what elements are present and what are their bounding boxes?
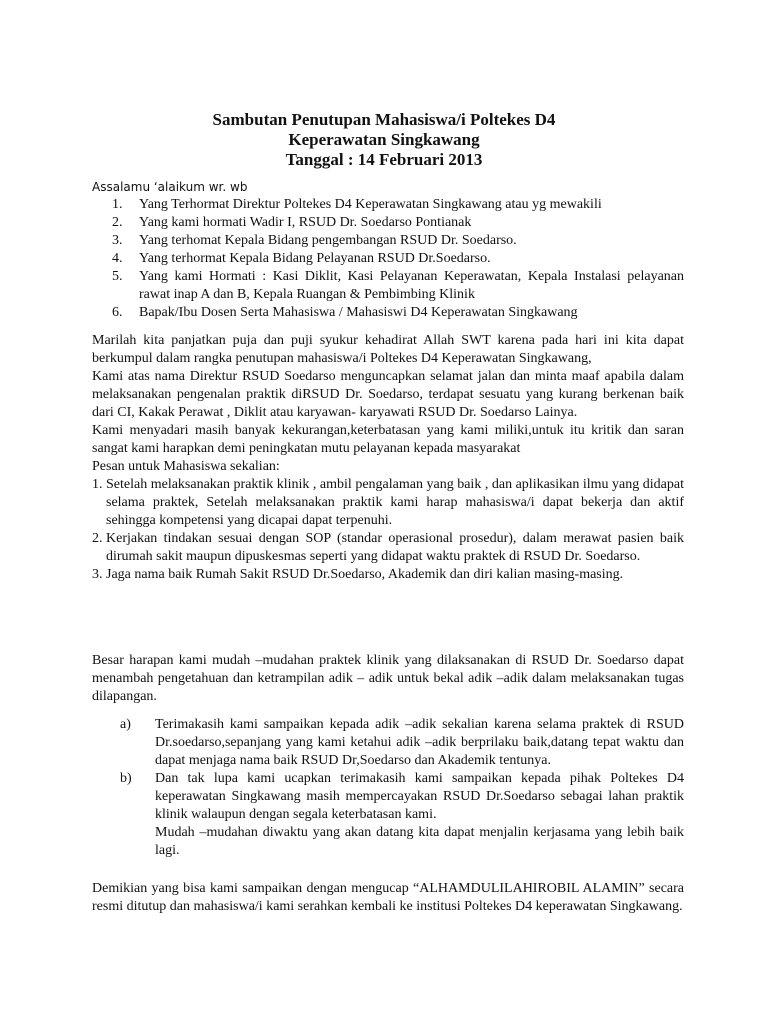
message-number: 1. — [92, 477, 103, 492]
message-number: 2. — [92, 531, 103, 546]
closing-paragraph: Demikian yang bisa kami sampaikan dengan mengucap “ALHAMDULILAHIROBIL ALAMIN” secara resmi ditutup dan mahasiswa/i kami serahkan kembali ke institusi Poltekes D4 keperawatan Singkawang. — [92, 881, 684, 914]
thanks-item — [120, 770, 684, 860]
document-title — [0, 110, 768, 170]
hope-paragraph: Besar harapan kami mudah –mudahan praktek klinik yang dilaksanakan di RSUD Dr. Soedarso dapat menambah pengetahuan dan ketrampilan adik – adik untuk bekal adik –adik dalam melaksanakan tugas dilapangan. — [92, 653, 684, 704]
thanks-extra-text: Mudah –mudahan diwaktu yang akan datang kita dapat menjalin kerjasama yang lebih baik lagi. — [155, 825, 684, 858]
message-item — [92, 566, 684, 584]
recipient-number: 2. — [112, 215, 123, 230]
recipient-number: 1. — [112, 197, 123, 212]
recipient-text: Bapak/Ibu Dosen Serta Mahasiswa / Mahasiswi D4 Keperawatan Singkawang — [139, 305, 578, 320]
message-heading: Pesan untuk Mahasiswa sekalian: — [92, 459, 280, 474]
recipient-number: 3. — [112, 233, 123, 248]
intro-paragraph-3: Kami menyadari masih banyak kekurangan,keterbatasan yang kami miliki,untuk itu kritik dan saran sangat kami harapkan demi peningkatan mutu pelayanan kepada masyarakat — [92, 423, 684, 456]
message-item — [92, 476, 684, 530]
recipient-item — [92, 304, 684, 322]
recipient-item — [92, 232, 684, 250]
message-text: Setelah melaksanakan praktik klinik , ambil pengalaman yang baik , dan aplikasikan ilmu yang didapat selama praktek, Setelah melaksanakan praktik kami harap mahasiswa/i dapat bekerja dan aktif sehingga kompetensi yang dicapai dapat terpenuhi. — [106, 477, 684, 528]
message-number: 3. — [92, 567, 103, 582]
recipient-text: Yang terhomat Kepala Bidang pengembangan RSUD Dr. Soedarso. — [139, 233, 517, 248]
thanks-label: b) — [120, 771, 132, 786]
recipient-item — [92, 250, 684, 268]
title-line-2: Keperawatan Singkawang — [288, 130, 480, 149]
recipient-item — [92, 214, 684, 232]
intro-paragraph-1: Marilah kita panjatkan puja dan puji syukur kehadirat Allah SWT karena pada hari ini kita dapat berkumpul dalam rangka penutupan mahasiswa/i Poltekes D4 Keperawatan Singkawang, — [92, 333, 684, 366]
thanks-text: Dan tak lupa kami ucapkan terimakasih kami sampaikan kepada pihak Poltekes D4 keperawatan Singkawang masih mempercayakan RSUD Dr.Soedarso sebagai lahan praktik klinik walaupun dengan segala keterbatasan kami. — [155, 771, 684, 822]
recipient-list — [92, 196, 684, 322]
title-line-3: Tanggal : 14 Februari 2013 — [285, 150, 483, 169]
intro-section — [92, 332, 684, 584]
message-list — [92, 476, 684, 584]
thanks-list — [120, 716, 684, 860]
recipient-text: Yang terhormat Kepala Bidang Pelayanan RSUD Dr.Soedarso. — [139, 251, 491, 266]
message-text: Kerjakan tindakan sesuai dengan SOP (standar operasional prosedur), dalam merawat pasien baik dirumah sakit maupun dipuskesmas seperti yang didapat waktu praktek di RSUD Dr. Soedarso. — [106, 531, 684, 564]
intro-paragraph-2: Kami atas nama Direktur RSUD Soedarso menguncapkan selamat jalan dan minta maaf apabila dalam melaksanakan pengenalan praktik diRSUD Dr. Soedarso, terdapat sesuatu yang kurang berkenan baik dari CI, Kakak Perawat , Diklit atau karyawan- karyawati RSUD Dr. Soedarso Lainya. — [92, 369, 684, 420]
recipient-text: Yang kami Hormati : Kasi Diklit, Kasi Pelayanan Keperawatan, Kepala Instalasi pelayanan rawat inap A dan B, Kepala Ruangan & Pembimbing Klinik — [139, 269, 684, 302]
recipient-number: 6. — [112, 305, 123, 320]
recipient-number: 4. — [112, 251, 123, 266]
thanks-item — [120, 716, 684, 770]
recipient-text: Yang kami hormati Wadir I, RSUD Dr. Soedarso Pontianak — [139, 215, 472, 230]
message-item — [92, 530, 684, 566]
thanks-text: Terimakasih kami sampaikan kepada adik –adik sekalian karena selama praktek di RSUD Dr.soedarso,sepanjang yang kami ketahui adik –adik berprilaku baik,datang tepat waktu dan dapat menjaga nama baik RSUD Dr,Soedarso dan Akademik tentunya. — [155, 717, 684, 768]
title-line-1: Sambutan Penutupan Mahasiswa/i Poltekes D4 — [212, 110, 556, 129]
recipient-number: 5. — [112, 269, 123, 284]
recipient-item — [92, 268, 684, 304]
thanks-label: a) — [120, 717, 131, 732]
recipient-text: Yang Terhormat Direktur Poltekes D4 Keperawatan Singkawang atau yg mewakili — [139, 197, 602, 212]
greeting: Assalamu ‘alaikum wr. wb — [92, 180, 248, 194]
message-text: Jaga nama baik Rumah Sakit RSUD Dr.Soedarso, Akademik dan diri kalian masing-masing. — [106, 567, 624, 582]
recipient-item — [92, 196, 684, 214]
